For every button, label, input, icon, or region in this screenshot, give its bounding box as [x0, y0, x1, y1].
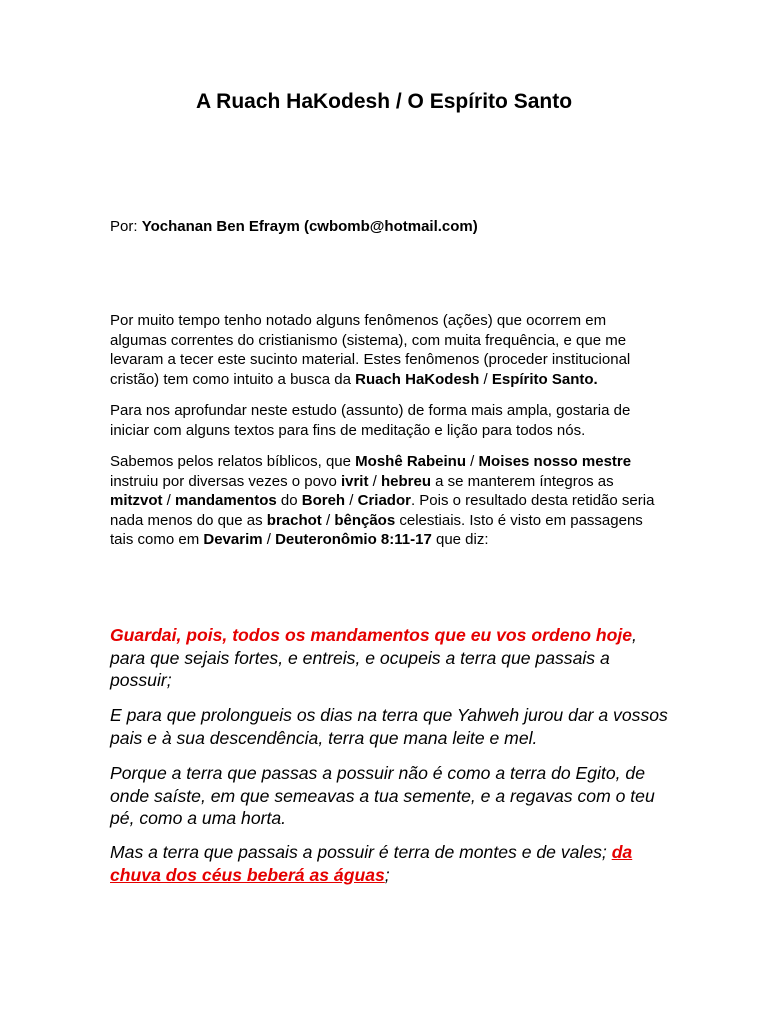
text-run: . Pois o resultado desta retidão seria nada menos do que as: [110, 492, 655, 529]
text-run: celestiais. Isto é visto em passagens tais como em: [110, 511, 643, 548]
byline: [110, 217, 478, 237]
text-run: /: [262, 531, 276, 548]
bold-term: Boreh: [301, 492, 346, 509]
scripture-quote: Porque a terra que passas a possuir não é como a terra do Egito, de onde saíste, em que semeavas a tua semente, e a regavas com o teu pé, como a uma horta.: [110, 763, 655, 828]
bold-term: brachot: [266, 511, 322, 529]
bold-term: ivrit: [340, 472, 369, 490]
bold-term: Criador: [357, 492, 411, 509]
bold-term: Deuteronômio 8:11-17: [275, 531, 432, 548]
verse-text: Mas a terra que passais a possuir é terra de montes e de vales;: [110, 842, 607, 862]
scripture-quote: E para que prolongueis os dias na terra que Yahweh jurou dar a vossos pais e à sua descendência, terra que mana leite e mel.: [110, 705, 668, 748]
text-run: a se manterem íntegros as: [431, 472, 614, 490]
highlighted-verse: Guardai, pois, todos os mandamentos que eu vos ordeno hoje: [110, 625, 633, 645]
scripture-quote: [110, 624, 670, 692]
bold-term: hebreu: [380, 472, 431, 490]
document-title: A Ruach HaKodesh / O Espírito Santo: [195, 90, 573, 113]
context-paragraph: [110, 452, 655, 550]
text-run: que diz:: [431, 531, 489, 548]
text-run: Por muito tempo tenho notado alguns fenômenos (ações) que ocorrem em algumas correntes do cristianismo (sistema), com muita frequência, e que me levaram a tecer este sucinto material. Estes fenômenos (proceder institucional cristão) tem como intuito a busca da: [110, 312, 631, 388]
bold-term: mitzvot: [110, 492, 163, 509]
text-run: /: [162, 492, 176, 509]
bold-term: Ruach HaKodesh: [355, 370, 480, 388]
bold-term: Moises nosso mestre: [478, 453, 632, 470]
highlighted-verse: da chuva dos céus beberá as águas: [110, 842, 633, 885]
text-run: /: [466, 453, 479, 470]
bold-term: mandamentos: [175, 492, 277, 509]
text-run: do: [276, 492, 302, 509]
study-paragraph: Para nos aprofundar neste estudo (assunto) de forma mais ampla, gostaria de iniciar com alguns textos para fins de meditação e lição para todos nós.: [110, 402, 631, 439]
verse-text: ;: [384, 864, 390, 885]
byline-author: Yochanan Ben Efraym (cwbomb@hotmail.com): [141, 218, 478, 235]
bold-term: Espírito Santo.: [491, 370, 598, 388]
scripture-quote: [110, 841, 670, 886]
bold-term: Moshê Rabeinu: [355, 453, 467, 470]
byline-prefix: Por:: [110, 218, 142, 235]
text-run: /: [321, 511, 335, 529]
text-run: instruiu por diversas vezes o povo: [110, 472, 341, 490]
text-run: /: [345, 492, 358, 509]
verse-text: , para que sejais fortes, e entreis, e ocupeis a terra que passais a possuir;: [110, 625, 637, 690]
text-run: Sabemos pelos relatos bíblicos, que: [110, 453, 356, 470]
text-run: /: [479, 370, 492, 388]
bold-term: Devarim: [203, 531, 263, 548]
text-run: /: [368, 472, 381, 490]
intro-paragraph: [110, 311, 655, 389]
bold-term: bênçãos: [334, 511, 396, 529]
